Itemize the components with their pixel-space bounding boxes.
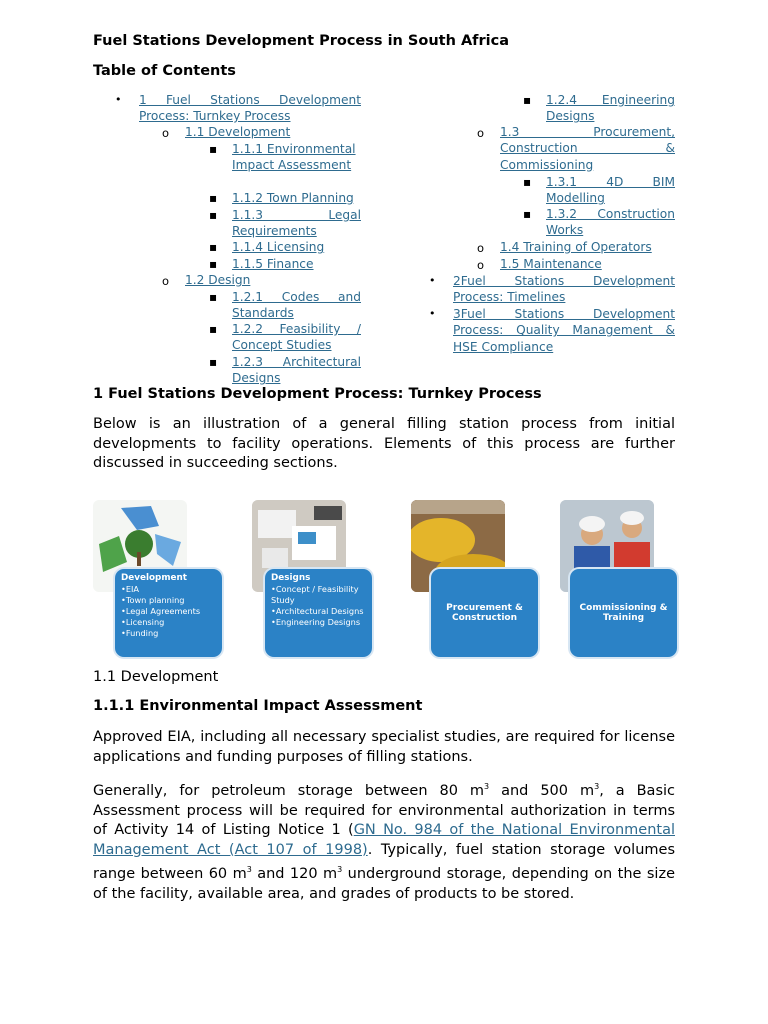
toc-link-1-1-3[interactable]: 1.1.3 Legal Requirements [232, 208, 361, 239]
toc-bullet [429, 273, 436, 289]
toc-item-1-3-1[interactable] [546, 174, 675, 207]
toc-item-1[interactable] [139, 92, 361, 125]
subsection-1-1-heading: 1.1 Development [93, 669, 219, 685]
toc-bullet [209, 190, 217, 207]
toc-bullet [477, 257, 484, 274]
toc-link-1-2-2[interactable]: 1.2.2 Feasibility / Concept Studies [232, 322, 361, 353]
toc-item-1-2-1[interactable] [232, 289, 361, 322]
document-title: Fuel Stations Development Process in South Africa [93, 33, 509, 49]
designs-box [265, 569, 372, 657]
toc-link-1-2-3[interactable]: 1.2.3 Architectural Designs [232, 355, 361, 386]
development-item: • Legal Agreements [121, 606, 222, 617]
toc-link-1-1-1[interactable]: 1.1.1 Environmental Impact Assessment [232, 142, 356, 173]
toc-link-3[interactable]: 3Fuel Stations Development Process: Quality Management & HSE Compliance [453, 307, 675, 354]
toc-item-1-4[interactable] [500, 239, 675, 255]
toc-link-2[interactable]: 2Fuel Stations Development Process: Timelines [453, 274, 675, 305]
toc-link-1-5[interactable]: 1.5 Maintenance [500, 257, 602, 271]
toc-bullet [209, 207, 217, 224]
toc-link-1-1[interactable]: 1.1 Development [185, 125, 291, 139]
development-item: • EIA [121, 584, 222, 595]
toc-item-1-1-1[interactable] [232, 141, 361, 174]
toc-bullet [523, 206, 531, 223]
toc-link-1-3-1[interactable]: 1.3.1 4D BIM Modelling [546, 175, 675, 206]
toc-bullet [523, 174, 531, 191]
development-item: • Town planning [121, 595, 222, 606]
toc-bullet [429, 306, 436, 322]
toc-item-1-1-4[interactable] [232, 239, 361, 255]
subsection-1-1-1-heading: 1.1.1 Environmental Impact Assessment [93, 698, 423, 714]
toc-bullet [162, 125, 169, 142]
toc-item-1-2[interactable] [185, 272, 361, 288]
development-box [115, 569, 222, 657]
superscript: 3 [337, 865, 343, 875]
toc-item-1-1-2[interactable] [232, 190, 361, 206]
toc-bullet [162, 273, 169, 290]
toc-heading: Table of Contents [93, 63, 236, 79]
designs-box-title: Designs [271, 573, 311, 583]
toc-link-1-2-4[interactable]: 1.2.4 Engineering Designs [546, 93, 675, 124]
toc-link-1-3[interactable]: 1.3 Procurement, Construction & Commissioning [500, 125, 675, 172]
eia-paragraph: Approved EIA, including all necessary specialist studies, are required for license applications and funding purposes of filling stations. [93, 729, 675, 765]
toc-bullet [209, 239, 217, 256]
commissioning-box: Commissioning & Training [570, 569, 677, 657]
superscript: 3 [484, 782, 490, 791]
development-item: • Licensing [121, 617, 222, 628]
toc-bullet [209, 354, 217, 371]
toc-item-1-1-5[interactable] [232, 256, 361, 272]
toc-item-1-3[interactable] [500, 124, 675, 173]
toc-link-1-1-5[interactable]: 1.1.5 Finance [232, 257, 314, 271]
toc-bullet [477, 240, 484, 257]
toc-link-1-4[interactable]: 1.4 Training of Operators [500, 240, 652, 254]
section-1-heading: 1 Fuel Stations Development Process: Turnkey Process [93, 386, 542, 402]
development-box-title: Development [121, 573, 187, 583]
toc-item-2[interactable] [453, 273, 675, 306]
designs-item: • Architectural Designs [271, 606, 372, 617]
toc-item-1-3-2[interactable] [546, 206, 675, 239]
toc-link-1-2[interactable]: 1.2 Design [185, 273, 251, 287]
storage-paragraph [93, 777, 675, 905]
storage-text: Generally, for petroleum storage between 80 m [93, 783, 485, 799]
storage-text: and 120 m [251, 866, 338, 883]
toc-link-1-1-2[interactable]: 1.1.2 Town Planning [232, 191, 354, 205]
toc-bullet [209, 289, 217, 306]
toc-bullet [477, 125, 484, 142]
toc-item-1-2-3[interactable] [232, 354, 361, 387]
gn-984-link[interactable]: GN No. 984 of the National Environmental Management Act (Act 107 of 1998) [93, 822, 675, 858]
toc-bullet [523, 92, 531, 109]
toc-item-1-1-3[interactable] [232, 207, 361, 240]
designs-item: • Concept / Feasibility Study [271, 584, 372, 606]
toc-item-1-2-2[interactable] [232, 321, 361, 354]
toc-item-1-2-4[interactable] [546, 92, 675, 125]
storage-text: underground storage, depending on the size of the facility, available area, and grades of products to be stored. [93, 866, 675, 902]
toc-link-1-1-4[interactable]: 1.1.4 Licensing [232, 240, 325, 254]
toc-link-1-3-2[interactable]: 1.3.2 Construction Works [546, 207, 675, 238]
toc-link-1-2-1[interactable]: 1.2.1 Codes and Standards [232, 290, 361, 321]
toc-bullet [209, 256, 217, 273]
storage-text: , a Basic Assessment process will be required for environmental authorization in terms of Activity 14 of Listing Notice 1 ( [93, 783, 675, 839]
storage-text: and 500 m [489, 783, 595, 799]
development-item: • Funding [121, 628, 222, 639]
designs-item: • Engineering Designs [271, 617, 372, 628]
process-diagram [93, 497, 675, 661]
toc-bullet [115, 92, 122, 108]
toc-item-1-1[interactable] [185, 124, 361, 140]
intro-paragraph: Below is an illustration of a general filling station process from initial developments to facility operations. Elements of this process are further discussed in succeeding sections. [93, 416, 675, 472]
procurement-box: Procurement & Construction [431, 569, 538, 657]
superscript: 3 [594, 782, 600, 791]
toc-bullet [209, 321, 217, 338]
storage-text: . Typically, fuel station storage volumes range between 60 m [93, 841, 675, 883]
toc-bullet [209, 141, 217, 158]
toc-link-1[interactable]: 1 Fuel Stations Development Process: Turnkey Process [139, 93, 361, 124]
toc-item-3[interactable] [453, 306, 675, 355]
toc-item-1-5[interactable] [500, 256, 675, 272]
superscript: 3 [246, 865, 252, 875]
